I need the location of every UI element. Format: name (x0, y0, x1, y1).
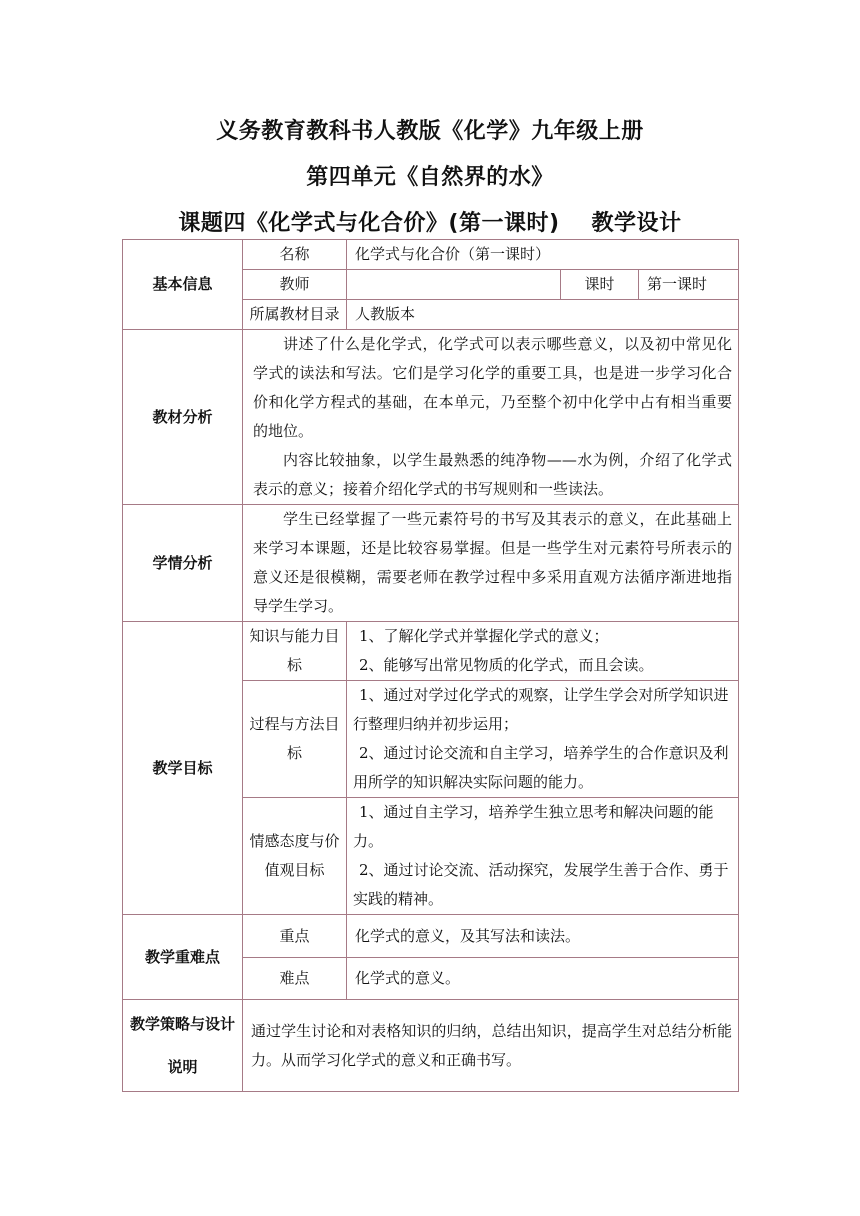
catalog-label: 所属教材目录 (243, 300, 347, 330)
strategy-paragraph: 通过学生讨论和对表格知识的归纳，总结出知识，提高学生对总结分析能力。从而学习化学式的意义和正确书写。 (251, 1021, 733, 1069)
name-label: 名称 (243, 240, 347, 270)
textbook-paragraph: 讲述了什么是化学式，化学式可以表示哪些意义，以及初中常见化学式的读法和写法。它们是学习化学的重要工具，也是进一步学习化合价和化学方程式的基础，在本单元，乃至整个初中化学中占有相当重要的地位。 (253, 335, 733, 440)
section-student-analysis: 学情分析 (123, 505, 243, 622)
strategy-content (243, 1000, 739, 1092)
section-textbook-analysis: 教材分析 (123, 330, 243, 505)
objective-label-knowledge: 知识与能力目标 (243, 622, 347, 681)
objective-label-process: 过程与方法目标 (243, 681, 347, 798)
lesson-title: 课题四《化学式与化合价》(第一课时) (178, 211, 560, 236)
teacher-value (347, 270, 561, 300)
name-value: 化学式与化合价（第一课时） (347, 240, 739, 270)
objective-item: 2、能够写出常见物质的化学式，而且会读。 (359, 656, 654, 674)
focus-label: 重点 (243, 915, 347, 958)
section-key-points: 教学重难点 (123, 915, 243, 1000)
objective-attitude-content (347, 798, 739, 915)
section-strategy: 教学策略与设计说明 (123, 1000, 243, 1092)
objective-item: 1、通过对学过化学式的观察，让学生学会对所学知识进行整理归纳并初步运用； (353, 686, 729, 733)
doc-title-line3 (0, 206, 860, 237)
section-objectives: 教学目标 (123, 622, 243, 915)
lesson-plan-table (122, 239, 739, 1092)
difficulty-value: 化学式的意义。 (347, 958, 739, 1000)
objective-label-attitude: 情感态度与价值观目标 (243, 798, 347, 915)
textbook-paragraph: 内容比较抽象，以学生最熟悉的纯净物——水为例，介绍了化学式表示的意义；接着介绍化学式的书写规则和一些读法。 (253, 451, 733, 498)
student-analysis-content (243, 505, 739, 622)
period-value: 第一课时 (639, 270, 739, 300)
objective-item: 2、通过讨论交流和自主学习，培养学生的合作意识及利用所学的知识解决实际问题的能力。 (353, 744, 729, 791)
focus-value: 化学式的意义，及其写法和读法。 (347, 915, 739, 958)
doc-title-line2: 第四单元《自然界的水》 (306, 165, 554, 190)
period-label: 课时 (561, 270, 639, 300)
objective-item: 2、通过讨论交流、活动探究，发展学生善于合作、勇于实践的精神。 (353, 861, 729, 908)
objective-item: 1、了解化学式并掌握化学式的意义； (359, 627, 609, 645)
objective-knowledge-content (347, 622, 739, 681)
teacher-label: 教师 (243, 270, 347, 300)
difficulty-label: 难点 (243, 958, 347, 1000)
catalog-value: 人教版本 (347, 300, 739, 330)
objective-item: 1、通过自主学习，培养学生独立思考和解决问题的能力。 (353, 803, 714, 850)
section-basic-info: 基本信息 (123, 240, 243, 330)
design-title: 教学设计 (591, 211, 682, 236)
objective-process-content (347, 681, 739, 798)
student-paragraph: 学生已经掌握了一些元素符号的书写及其表示的意义，在此基础上来学习本课题，还是比较容易掌握。但是一些学生对元素符号所表示的意义还是很模糊，需要老师在教学过程中多采用直观方法循序渐进地指导学生学习。 (253, 510, 733, 615)
textbook-analysis-content (243, 330, 739, 505)
doc-title-line1: 义务教育教科书人教版《化学》九年级上册 (216, 119, 644, 144)
